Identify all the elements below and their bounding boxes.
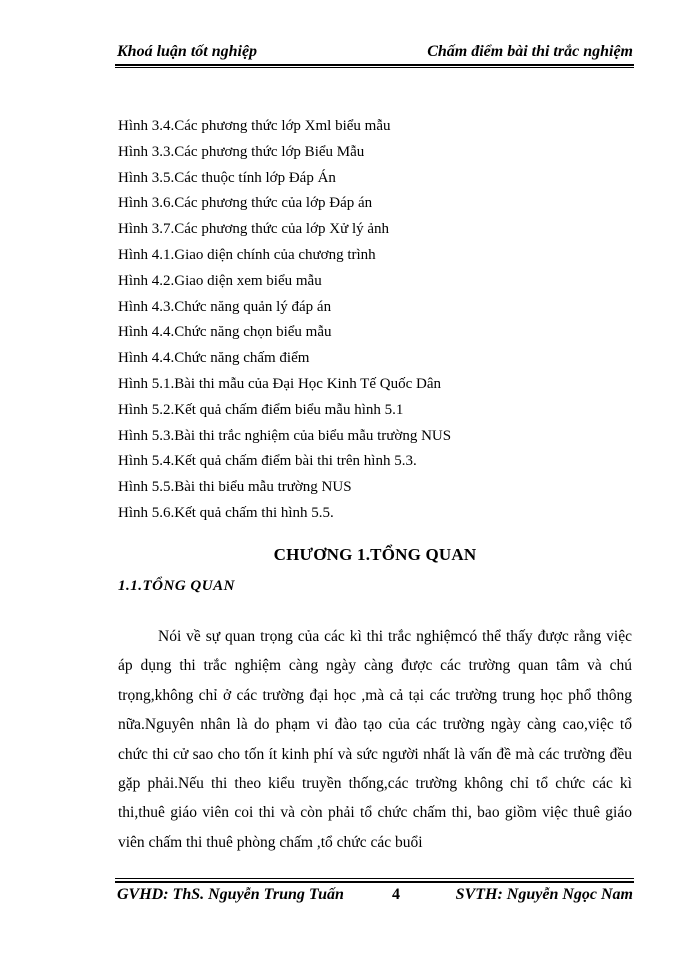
figure-list-item: Hình 4.3.Chức năng quản lý đáp án (118, 298, 332, 315)
section-heading: 1.1.TỔNG QUAN (118, 578, 235, 594)
figure-list-item: Hình 5.4.Kết quả chấm điểm bài thi trên hình 5.3. (118, 453, 417, 470)
figure-list-item: Hình 3.6.Các phương thức của lớp Đáp án (118, 195, 373, 212)
header-divider-thin (115, 67, 634, 68)
figure-list-item: Hình 5.2.Kết quả chấm điểm biểu mẫu hình 5.1 (118, 401, 404, 418)
figure-list-item: Hình 3.5.Các thuộc tính lớp Đáp Án (118, 169, 336, 186)
figure-list-item: Hình 4.2.Giao diện xem biểu mẫu (118, 272, 322, 289)
header-thesis-title: Khoá luận tốt nghiệp (117, 43, 258, 60)
figure-list-item: Hình 4.4.Chức năng chọn biểu mẫu (118, 324, 332, 341)
header-divider (115, 64, 634, 66)
figure-list-item: Hình 5.1.Bài thi mẫu của Đại Học Kinh Tế Quốc Dân (118, 375, 441, 392)
page-number: 4 (392, 886, 400, 903)
figure-list-item: Hình 4.4.Chức năng chấm điểm (118, 350, 310, 367)
footer-advisor: GVHD: ThS. Nguyễn Trung Tuấn (117, 886, 344, 903)
chapter-heading (0, 545, 700, 565)
footer-divider-thin (115, 878, 634, 879)
figure-list-item: Hình 4.1.Giao diện chính của chương trình (118, 246, 376, 263)
figure-list-item: Hình 5.6.Kết quả chấm thi hình 5.5. (118, 504, 334, 521)
figure-list (118, 114, 451, 527)
footer-divider (115, 881, 634, 883)
figure-list-item: Hình 3.3.Các phương thức lớp Biểu Mẫu (118, 143, 365, 160)
body-paragraph: Nói về sự quan trọng của các kì thi trắc nghiệmcó thể thấy được rằng việc áp dụng thi trắc nghiệm càng ngày càng được các trường quan tâm và chú trọng,không chỉ ở các trường đại học ,mà cả tại các trường trung học phổ thông nữa.Nguyên nhân là do phạm vi đào tạo của các trường ngày càng cao,việc tổ chức thi cử sao cho tốn ít kinh phí và sức người nhất là vấn đề mà các trường đều gặp phải.Nếu thi theo kiểu truyền thống,các trường không chỉ tổ chức các kì thi,thuê giáo viên coi thi và còn phải tổ chức chấm thi, bao giồm việc thuê giáo viên chấm thi thuê phòng chấm ,tổ chức các buổi (118, 628, 632, 851)
footer-student: SVTH: Nguyễn Ngọc Nam (455, 886, 633, 903)
chapter-heading-text: CHƯƠNG 1.TỔNG QUAN (273, 545, 477, 564)
page-header (117, 38, 633, 62)
figure-list-item: Hình 5.5.Bài thi biểu mẫu trường NUS (118, 479, 352, 496)
figure-list-item: Hình 3.7.Các phương thức của lớp Xử lý ảnh (118, 221, 390, 238)
figure-list-item: Hình 3.4.Các phương thức lớp Xml biểu mẫu (118, 118, 391, 134)
header-topic-title: Chấm điểm bài thi trắc nghiệm (427, 43, 633, 60)
figure-list-item: Hình 5.3.Bài thi trắc nghiệm của biểu mẫu trường NUS (118, 427, 452, 444)
page-footer (117, 884, 633, 906)
